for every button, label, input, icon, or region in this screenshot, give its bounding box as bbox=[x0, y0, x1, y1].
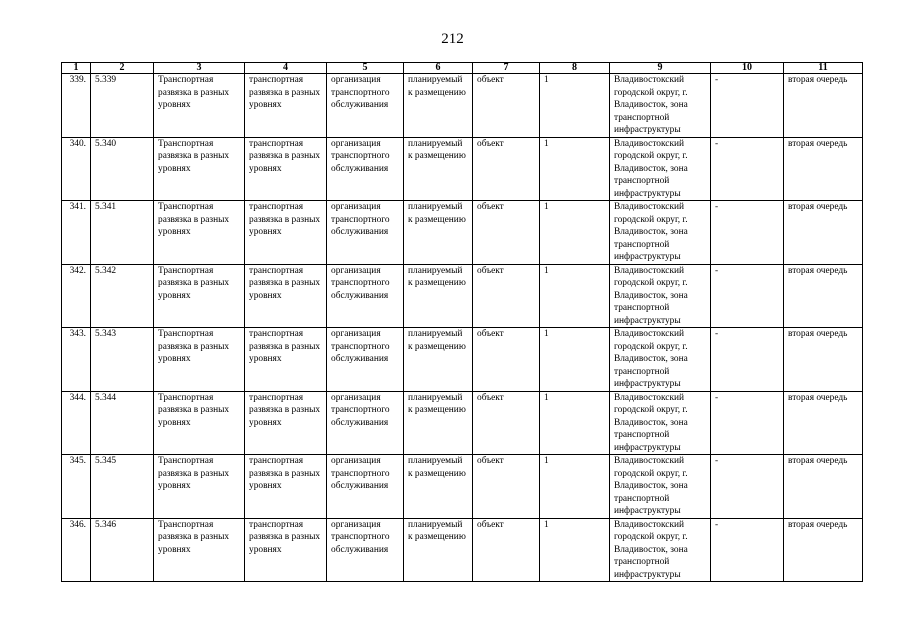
column-header: 9 bbox=[610, 63, 711, 74]
objects-table bbox=[61, 62, 863, 582]
object-stage: вторая очередь bbox=[784, 201, 863, 265]
object-kind: транспортная развязка в разных уровнях bbox=[245, 74, 327, 138]
object-status: планируемый к размещению bbox=[404, 137, 473, 201]
object-type: объект bbox=[473, 455, 540, 519]
object-status: планируемый к размещению bbox=[404, 264, 473, 328]
column-header: 11 bbox=[784, 63, 863, 74]
object-stage: вторая очередь bbox=[784, 74, 863, 138]
object-status: планируемый к размещению bbox=[404, 391, 473, 455]
column-header: 8 bbox=[540, 63, 610, 74]
row-number: 343. bbox=[62, 328, 91, 392]
object-location: Владивостокский городской округ, г. Владивосток, зона транспортной инфраструктуры bbox=[610, 455, 711, 519]
column-header: 10 bbox=[711, 63, 784, 74]
object-kind: транспортная развязка в разных уровнях bbox=[245, 518, 327, 582]
object-zone: - bbox=[711, 201, 784, 265]
row-number: 346. bbox=[62, 518, 91, 582]
object-type: объект bbox=[473, 328, 540, 392]
table-row bbox=[62, 455, 863, 519]
object-name: Транспортная развязка в разных уровнях bbox=[154, 518, 245, 582]
object-stage: вторая очередь bbox=[784, 137, 863, 201]
object-name: Транспортная развязка в разных уровнях bbox=[154, 137, 245, 201]
row-number: 342. bbox=[62, 264, 91, 328]
table-row bbox=[62, 74, 863, 138]
object-kind: транспортная развязка в разных уровнях bbox=[245, 264, 327, 328]
row-number: 345. bbox=[62, 455, 91, 519]
object-zone: - bbox=[711, 518, 784, 582]
row-number: 341. bbox=[62, 201, 91, 265]
object-purpose: организация транспортного обслуживания bbox=[327, 518, 404, 582]
object-purpose: организация транспортного обслуживания bbox=[327, 455, 404, 519]
object-stage: вторая очередь bbox=[784, 455, 863, 519]
object-name: Транспортная развязка в разных уровнях bbox=[154, 391, 245, 455]
object-code: 5.340 bbox=[91, 137, 154, 201]
table-row bbox=[62, 391, 863, 455]
object-purpose: организация транспортного обслуживания bbox=[327, 137, 404, 201]
column-header: 6 bbox=[404, 63, 473, 74]
object-code: 5.345 bbox=[91, 455, 154, 519]
object-kind: транспортная развязка в разных уровнях bbox=[245, 391, 327, 455]
object-kind: транспортная развязка в разных уровнях bbox=[245, 201, 327, 265]
object-zone: - bbox=[711, 455, 784, 519]
object-status: планируемый к размещению bbox=[404, 74, 473, 138]
object-count: 1 bbox=[540, 391, 610, 455]
object-name: Транспортная развязка в разных уровнях bbox=[154, 455, 245, 519]
object-purpose: организация транспортного обслуживания bbox=[327, 264, 404, 328]
column-header: 7 bbox=[473, 63, 540, 74]
object-count: 1 bbox=[540, 137, 610, 201]
table-row bbox=[62, 201, 863, 265]
column-header: 5 bbox=[327, 63, 404, 74]
table-row bbox=[62, 264, 863, 328]
object-count: 1 bbox=[540, 455, 610, 519]
object-type: объект bbox=[473, 264, 540, 328]
header-row bbox=[62, 63, 863, 74]
object-type: объект bbox=[473, 137, 540, 201]
object-name: Транспортная развязка в разных уровнях bbox=[154, 264, 245, 328]
object-count: 1 bbox=[540, 201, 610, 265]
object-stage: вторая очередь bbox=[784, 391, 863, 455]
object-count: 1 bbox=[540, 518, 610, 582]
object-location: Владивостокский городской округ, г. Владивосток, зона транспортной инфраструктуры bbox=[610, 137, 711, 201]
object-kind: транспортная развязка в разных уровнях bbox=[245, 455, 327, 519]
table-row bbox=[62, 137, 863, 201]
object-count: 1 bbox=[540, 74, 610, 138]
object-kind: транспортная развязка в разных уровнях bbox=[245, 328, 327, 392]
object-name: Транспортная развязка в разных уровнях bbox=[154, 328, 245, 392]
object-count: 1 bbox=[540, 328, 610, 392]
object-purpose: организация транспортного обслуживания bbox=[327, 74, 404, 138]
object-type: объект bbox=[473, 391, 540, 455]
object-type: объект bbox=[473, 74, 540, 138]
object-count: 1 bbox=[540, 264, 610, 328]
row-number: 340. bbox=[62, 137, 91, 201]
object-type: объект bbox=[473, 201, 540, 265]
object-type: объект bbox=[473, 518, 540, 582]
object-zone: - bbox=[711, 328, 784, 392]
object-code: 5.344 bbox=[91, 391, 154, 455]
object-code: 5.341 bbox=[91, 201, 154, 265]
object-stage: вторая очередь bbox=[784, 518, 863, 582]
column-header: 2 bbox=[91, 63, 154, 74]
row-number: 344. bbox=[62, 391, 91, 455]
object-purpose: организация транспортного обслуживания bbox=[327, 201, 404, 265]
object-kind: транспортная развязка в разных уровнях bbox=[245, 137, 327, 201]
object-location: Владивостокский городской округ, г. Владивосток, зона транспортной инфраструктуры bbox=[610, 74, 711, 138]
object-purpose: организация транспортного обслуживания bbox=[327, 391, 404, 455]
object-location: Владивостокский городской округ, г. Владивосток, зона транспортной инфраструктуры bbox=[610, 328, 711, 392]
row-number: 339. bbox=[62, 74, 91, 138]
object-code: 5.342 bbox=[91, 264, 154, 328]
object-status: планируемый к размещению bbox=[404, 328, 473, 392]
object-name: Транспортная развязка в разных уровнях bbox=[154, 74, 245, 138]
object-status: планируемый к размещению bbox=[404, 455, 473, 519]
object-code: 5.343 bbox=[91, 328, 154, 392]
object-code: 5.339 bbox=[91, 74, 154, 138]
object-location: Владивостокский городской округ, г. Владивосток, зона транспортной инфраструктуры bbox=[610, 391, 711, 455]
page-number: 212 bbox=[441, 31, 464, 47]
column-header: 1 bbox=[62, 63, 91, 74]
object-zone: - bbox=[711, 137, 784, 201]
object-zone: - bbox=[711, 264, 784, 328]
table-row bbox=[62, 518, 863, 582]
object-location: Владивостокский городской округ, г. Владивосток, зона транспортной инфраструктуры bbox=[610, 518, 711, 582]
object-status: планируемый к размещению bbox=[404, 518, 473, 582]
object-location: Владивостокский городской округ, г. Владивосток, зона транспортной инфраструктуры bbox=[610, 201, 711, 265]
object-purpose: организация транспортного обслуживания bbox=[327, 328, 404, 392]
object-zone: - bbox=[711, 391, 784, 455]
column-header: 3 bbox=[154, 63, 245, 74]
object-stage: вторая очередь bbox=[784, 328, 863, 392]
column-header: 4 bbox=[245, 63, 327, 74]
object-zone: - bbox=[711, 74, 784, 138]
object-name: Транспортная развязка в разных уровнях bbox=[154, 201, 245, 265]
object-location: Владивостокский городской округ, г. Владивосток, зона транспортной инфраструктуры bbox=[610, 264, 711, 328]
table-row bbox=[62, 328, 863, 392]
object-status: планируемый к размещению bbox=[404, 201, 473, 265]
object-code: 5.346 bbox=[91, 518, 154, 582]
object-stage: вторая очередь bbox=[784, 264, 863, 328]
